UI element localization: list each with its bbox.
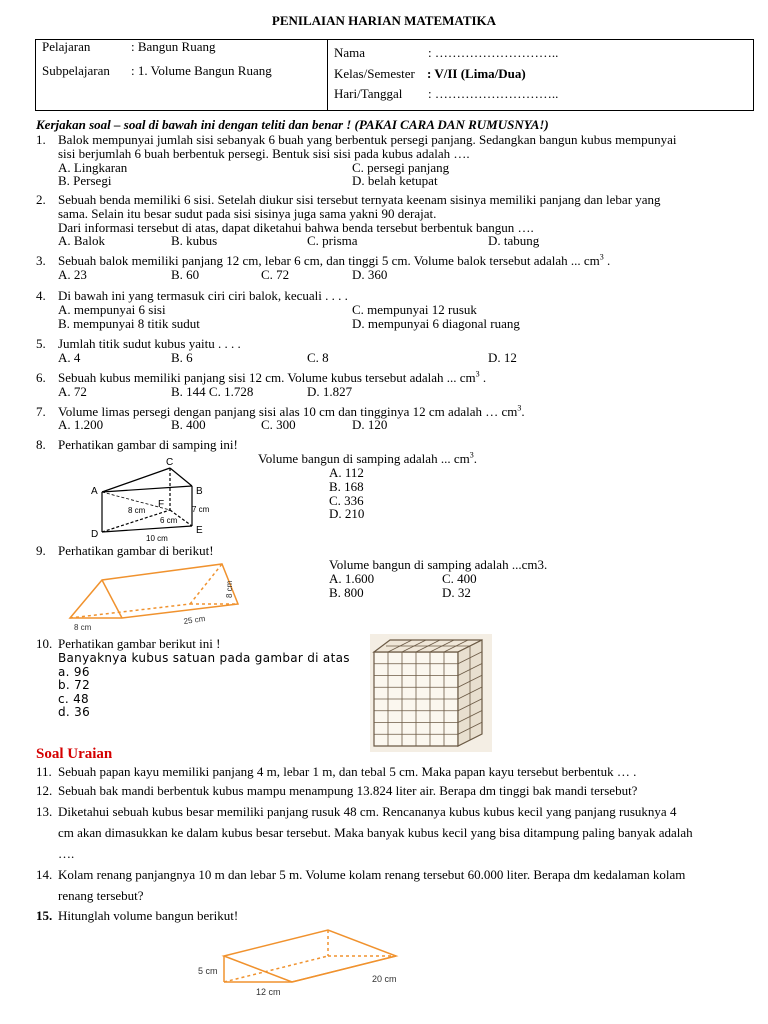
q9-text: Perhatikan gambar di berikut! xyxy=(58,543,214,558)
q14-number: 14. xyxy=(36,867,53,882)
q1-text-2: sisi berjumlah 6 buah berbentuk persegi. Bentuk sisi sisi pada kubus adalah …. xyxy=(58,146,470,161)
q10-option-b: b. 72 xyxy=(58,678,91,692)
q14-text: Kolam renang panjangnya 10 m dan lebar 5 m. Volume kolam renang tersebut 60.000 liter. Berapa dm kedalaman kolam xyxy=(58,867,686,882)
q10-text: Perhatikan gambar berikut ini ! xyxy=(58,636,221,651)
q6-option-d: D. 1.827 xyxy=(307,384,353,399)
q11-text: Sebuah papan kayu memiliki panjang 4 m, lebar 1 m, dan tebal 5 cm. Maka papan kayu tersebut berbentuk … . xyxy=(58,764,637,779)
q4-number: 4. xyxy=(36,288,46,303)
q3-option-b: B. 60 xyxy=(171,267,200,282)
q8-text: Perhatikan gambar di samping ini! xyxy=(58,437,238,452)
q2-option-d: D. tabung xyxy=(488,233,540,248)
q3-option-a: A. 23 xyxy=(58,267,87,282)
q3-option-d: D. 360 xyxy=(352,267,388,282)
kelas-label: Kelas/Semester xyxy=(334,66,415,81)
orange-prism-figure xyxy=(62,560,252,635)
q11-number: 11. xyxy=(36,764,52,779)
q5-option-d: D. 12 xyxy=(488,350,517,365)
q10-number: 10. xyxy=(36,636,53,651)
q10-option-a: a. 96 xyxy=(58,665,90,679)
q2-text-3: Dari informasi tersebut di atas, dapat diketahui bahwa benda tersebut berbentuk bangun …. xyxy=(58,220,534,235)
label-7cm: 7 cm xyxy=(192,505,210,514)
q7-option-c: C. 300 xyxy=(261,417,296,432)
triangular-prism-figure xyxy=(88,454,218,544)
q4-option-a: A. mempunyai 6 sisi xyxy=(58,302,166,317)
q9-option-d: D. 32 xyxy=(442,585,471,600)
q4-option-d: D. mempunyai 6 diagonal ruang xyxy=(352,316,520,331)
label-8cm: 8 cm xyxy=(128,506,146,515)
q9-question: Volume bangun di samping adalah ...cm3. xyxy=(329,557,548,572)
q1-option-c: C. persegi panjang xyxy=(352,160,450,175)
label-8cm-base: 8 cm xyxy=(74,623,92,632)
q9-option-a: A. 1.600 xyxy=(329,571,375,586)
q6-number: 6. xyxy=(36,370,46,385)
q10-option-c: c. 48 xyxy=(58,692,89,706)
q5-option-c: C. 8 xyxy=(307,350,329,365)
label-8cm-height: 8 cm xyxy=(225,580,234,598)
hari-value: : ……………………….. xyxy=(428,86,559,101)
q13-text-2: cm akan dimasukkan ke dalam kubus besar tersebut. Maka banyak kubus kecil yang bisa ditampung paling banyak adalah xyxy=(58,825,693,840)
q7-option-d: D. 120 xyxy=(352,417,388,432)
page-title: PENILAIAN HARIAN MATEMATIKA xyxy=(271,13,497,28)
q4-option-b: B. mempunyai 8 titik sudut xyxy=(58,316,200,331)
instruction: Kerjakan soal – soal di bawah ini dengan teliti dan benar ! (PAKAI CARA DAN RUMUSNYA!) xyxy=(36,117,549,132)
label-20cm: 20 cm xyxy=(372,974,397,984)
subpelajaran-label: Subpelajaran xyxy=(42,63,110,78)
label-25cm: 25 cm xyxy=(183,614,206,626)
q1-option-d: D. belah ketupat xyxy=(352,173,438,188)
header-divider xyxy=(327,40,328,110)
label-F: F xyxy=(158,499,165,510)
q5-text: Jumlah titik sudut kubus yaitu . . . . xyxy=(58,336,241,351)
q2-option-b: B. kubus xyxy=(171,233,218,248)
q13-text-3: …. xyxy=(58,846,75,861)
unit-cubes-figure xyxy=(370,634,492,752)
q1-option-a: A. Lingkaran xyxy=(58,160,128,175)
q8-question: Volume bangun di samping adalah ... $cm^3$. xyxy=(258,450,477,466)
q9-number: 9. xyxy=(36,543,46,558)
q7-option-a: A. 1.200 xyxy=(58,417,104,432)
q12-text: Sebuah bak mandi berbentuk kubus mampu menampung 13.824 liter air. Berapa dm tinggi bak mandi tersebut? xyxy=(58,783,638,798)
q5-option-b: B. 6 xyxy=(171,350,193,365)
q8-option-a: A. 112 xyxy=(329,465,364,480)
label-10cm: 10 cm xyxy=(146,534,168,543)
q3-text: Sebuah balok memiliki panjang 12 cm, lebar 6 cm, dan tinggi 5 cm. Volume balok tersebut adalah ... $cm^3$ . xyxy=(58,252,611,268)
q8-option-b: B. 168 xyxy=(329,479,364,494)
q15-text: Hitunglah volume bangun berikut! xyxy=(58,908,239,923)
label-12cm: 12 cm xyxy=(256,987,281,997)
q8-option-c: C. 336 xyxy=(329,493,364,508)
q9-option-b: B. 800 xyxy=(329,585,364,600)
q1-number: 1. xyxy=(36,132,46,147)
hari-label: Hari/Tanggal xyxy=(334,86,403,101)
q2-option-c: C. prisma xyxy=(307,233,358,248)
q8-option-d: D. 210 xyxy=(329,506,365,521)
q5-option-a: A. 4 xyxy=(58,350,81,365)
q5-number: 5. xyxy=(36,336,46,351)
label-C: C xyxy=(166,457,174,468)
q10-option-d: d. 36 xyxy=(58,705,91,719)
q6-option-b-c: B. 144 C. 1.728 xyxy=(171,384,254,399)
essay-heading: Soal Uraian xyxy=(36,746,113,762)
q7-number: 7. xyxy=(36,404,46,419)
q1-option-b: B. Persegi xyxy=(58,173,112,188)
subpelajaran-value: : 1. Volume Bangun Ruang xyxy=(131,63,272,78)
label-6cm: 6 cm xyxy=(160,516,178,525)
label-E: E xyxy=(196,525,203,536)
nama-value: : ……………………….. xyxy=(428,45,559,60)
q7-text: Volume limas persegi dengan panjang sisi alas 10 cm dan tingginya 12 cm adalah … $cm^3$. xyxy=(58,403,525,419)
q6-text: Sebuah kubus memiliki panjang sisi 12 cm. Volume kubus tersebut adalah ... $cm^3$ . xyxy=(58,369,487,385)
q4-text: Di bawah ini yang termasuk ciri ciri balok, kecuali . . . . xyxy=(58,288,348,303)
q9-option-c: C. 400 xyxy=(442,571,477,586)
kelas-value: : V/II (Lima/Dua) xyxy=(427,66,526,81)
q2-option-a: A. Balok xyxy=(58,233,105,248)
q2-number: 2. xyxy=(36,192,46,207)
q8-number: 8. xyxy=(36,437,46,452)
q2-text-2: sama. Selain itu besar sudut pada sisi sisinya juga sama yakni 90 derajat. xyxy=(58,206,437,221)
label-B: B xyxy=(196,486,203,497)
label-5cm: 5 cm xyxy=(198,966,218,976)
nama-label: Nama xyxy=(334,45,366,60)
q10-question: Banyaknya kubus satuan pada gambar di atas xyxy=(58,651,350,665)
q14-text-2: renang tersebut? xyxy=(58,888,144,903)
q3-option-c: C. 72 xyxy=(261,267,290,282)
q15-prism-figure xyxy=(196,926,428,1000)
q13-number: 13. xyxy=(36,804,53,819)
pelajaran-value: : Bangun Ruang xyxy=(131,39,216,54)
label-D: D xyxy=(91,529,99,540)
q3-number: 3. xyxy=(36,253,46,268)
q13-text: Diketahui sebuah kubus besar memiliki panjang rusuk 48 cm. Rencananya kubus kubus kecil yang panjang rusuknya 4 xyxy=(58,804,677,819)
q7-option-b: B. 400 xyxy=(171,417,206,432)
q12-number: 12. xyxy=(36,783,53,798)
q1-text: Balok mempunyai jumlah sisi sebanyak 6 buah yang berbentuk persegi panjang. Sedangkan bangun kubus mempunyai xyxy=(58,132,677,147)
q15-number: 15. xyxy=(36,908,53,923)
label-A: A xyxy=(91,486,98,497)
q6-option-a: A. 72 xyxy=(58,384,87,399)
q4-option-c: C. mempunyai 12 rusuk xyxy=(352,302,477,317)
pelajaran-label: Pelajaran xyxy=(42,39,91,54)
q2-text: Sebuah benda memiliki 6 sisi. Setelah diukur sisi tersebut ternyata keenam sisinya memiliki panjang dan lebar yang xyxy=(58,192,661,207)
